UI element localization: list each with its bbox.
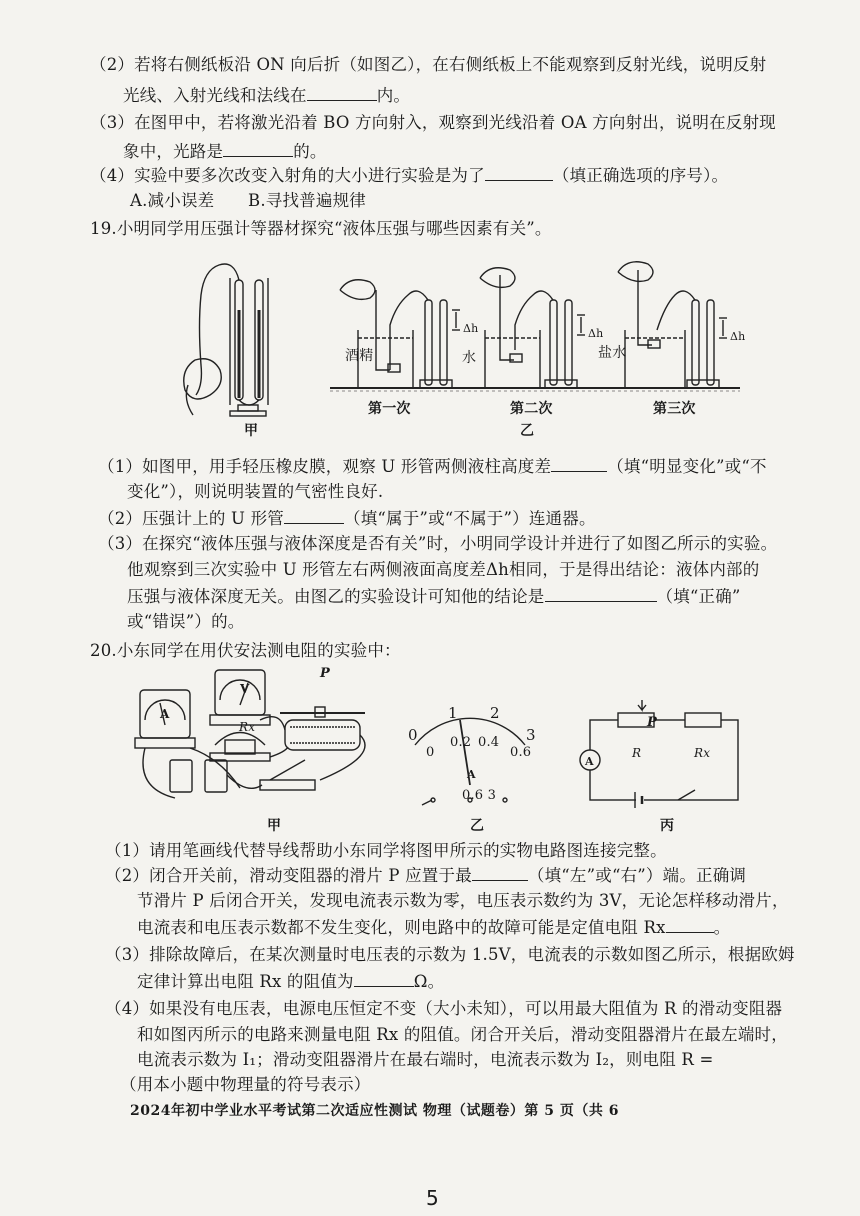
label-brine: 盐水 — [598, 345, 627, 361]
beaker-brine — [618, 262, 727, 388]
q20-part4-line1: （4）如果没有电压表，电源电压恒定不变（大小未知），可以用最大阻值为 R 的滑动变阻器 — [105, 999, 783, 1018]
dial-top-3: 3 — [526, 726, 536, 744]
page-footer: 2024年初中学业水平考试第二次适应性测试 物理（试题卷）第 5 页（共 6 — [130, 1103, 619, 1119]
q20-part3-text-a: 定律计算出电阻 Rx 的阻值为 — [137, 972, 354, 991]
label-jia: 甲 — [244, 423, 259, 439]
q18-part3-text-a: 象中，光路是 — [123, 142, 224, 161]
q20-part2-line2: 节滑片 P 后闭合开关，发现电流表示数为零，电压表示数约为 3V，无论怎样移动滑片， — [137, 891, 789, 910]
q19-part3-line3 — [127, 585, 741, 608]
answer-blank[interactable] — [666, 916, 714, 933]
q19-title: 19.小明同学用压强计等器材探究“液体压强与哪些因素有关”。 — [90, 219, 552, 238]
label-water: 水 — [462, 350, 477, 366]
q18-part2-line1: （2）若将右侧纸板沿 ON 向后折（如图乙），在右侧纸板上不能观察到反射光线，说明反射 — [90, 55, 767, 74]
q20-part3-line2 — [137, 970, 444, 993]
answer-blank[interactable] — [354, 970, 414, 987]
q19-part1-text-b: （填“明显变化”或“不 — [607, 457, 767, 476]
q19-part1-line2: 变化”），则说明装置的气密性良好. — [127, 482, 384, 501]
q19-part3-line1: （3）在探究“液体压强与液体深度是否有关”时，小明同学设计并进行了如图乙所示的实验。 — [98, 534, 778, 553]
dial-bottom-2: 0.4 — [478, 735, 500, 750]
dial-top-1: 1 — [448, 704, 458, 722]
q19-part2 — [98, 507, 596, 530]
dial-bottom-3: 0.6 — [510, 745, 532, 760]
label-Rx-bing: Rx — [694, 746, 711, 760]
label-ammeter-bing: A — [585, 755, 594, 768]
label-V: V — [240, 682, 250, 696]
q18-part3-line1: （3）在图甲中，若将激光沿着 BO 方向射入，观察到光线沿着 OA 方向射出，说明在反射现 — [90, 113, 776, 132]
q20-part2-line1 — [105, 864, 746, 887]
label-yi: 乙 — [520, 423, 535, 439]
label-Rx-jia: Rx — [239, 720, 256, 734]
q20-part3-line1: （3）排除故障后，在某次测量时电压表的示数为 1.5V，电流表的示数如图乙所示，根据欧姆 — [105, 945, 795, 964]
q18-part2-text-a: 光线、入射光线和法线在 — [123, 86, 307, 105]
answer-blank[interactable] — [307, 84, 377, 101]
q20-part2-line3 — [137, 916, 730, 939]
q18-part2-line2 — [123, 84, 410, 107]
label-R-bing: R — [632, 746, 642, 760]
schematic-bing — [580, 700, 738, 810]
answer-blank[interactable] — [485, 164, 553, 181]
answer-blank[interactable] — [284, 507, 344, 524]
page-number: 5 — [426, 1186, 439, 1210]
label-dh-1: Δh — [463, 322, 479, 335]
dial-bottom-1: 0.2 — [450, 735, 472, 750]
q20-part4-line2: 和如图丙所示的电路来测量电阻 Rx 的阻值。闭合开关后，滑动变阻器滑片在最左端时， — [137, 1025, 788, 1044]
q20-part1: （1）请用笔画线代替导线帮助小东同学将图甲所示的实物电路图连接完整。 — [105, 841, 667, 860]
q18-part3-line2 — [123, 140, 327, 163]
label-jia-20: 甲 — [267, 818, 282, 834]
q19-part1-line1 — [98, 455, 767, 478]
label-third: 第三次 — [653, 401, 696, 417]
q20-part2-text-b: （填“左”或“右”）端。正确调 — [527, 866, 747, 885]
label-A: A — [160, 707, 170, 721]
label-second: 第二次 — [510, 401, 553, 417]
q18-part3-text-b: 的。 — [293, 142, 327, 161]
answer-blank[interactable] — [223, 140, 293, 157]
dial-A-label: A — [467, 768, 476, 781]
dial-top-2: 2 — [490, 704, 500, 722]
beaker-alcohol — [340, 280, 460, 388]
dial-bottom-0: 0 — [426, 745, 435, 760]
dial-top-0: 0 — [408, 726, 418, 744]
q19-part3-text-b: （填“正确” — [656, 587, 741, 606]
label-yi-20: 乙 — [470, 818, 485, 834]
q20-part4-line4: （用本小题中物理量的符号表示） — [120, 1075, 371, 1094]
q19-part3-line4: 或“错误”）的。 — [127, 612, 245, 631]
q19-part1-text-a: （1）如图甲，用手轻压橡皮膜，观察 U 形管两侧液柱高度差 — [98, 457, 552, 476]
q19-part2-text-b: （填“属于”或“不属于”）连通器。 — [344, 509, 596, 528]
label-bing-20: 丙 — [660, 818, 675, 834]
manometer-jia — [184, 264, 268, 416]
label-P-jia: P — [320, 666, 330, 681]
label-P-bing: P — [647, 715, 657, 730]
q18-option-a: A.减小误差 — [130, 191, 215, 210]
q20-part4-line3: 电流表示数为 I₁；滑动变阻器滑片在最右端时，电流表示数为 I₂，则电阻 R = — [137, 1050, 714, 1069]
q18-part2-text-b: 内。 — [376, 86, 411, 105]
label-dh-2: Δh — [588, 327, 604, 340]
answer-blank[interactable] — [472, 864, 528, 881]
beaker-water — [480, 268, 585, 388]
q20-title: 20.小东同学在用伏安法测电阻的实验中： — [90, 641, 401, 660]
q18-part4-text-a: （4）实验中要多次改变入射角的大小进行实验是为了 — [90, 166, 485, 185]
label-dh-3: Δh — [730, 330, 746, 343]
q19-part3-text-a: 压强与液体深度无关。由图乙的实验设计可知他的结论是 — [127, 587, 545, 606]
q18-part4-line1 — [90, 164, 728, 187]
q19-part3-line2: 他观察到三次实验中 U 形管左右两侧液面高度差Δh相同，于是得出结论：液体内部的 — [127, 560, 760, 579]
label-first: 第一次 — [368, 401, 411, 417]
label-alcohol: 酒精 — [345, 348, 374, 364]
answer-blank[interactable] — [545, 585, 657, 602]
q20-part3-text-b: Ω。 — [413, 972, 445, 991]
q18-option-b: B.寻找普遍规律 — [248, 191, 366, 210]
dial-terminals: 0.6 3 — [462, 788, 497, 803]
q20-part2-text-c: 电流表和电压表示数都不发生变化，则电路中的故障可能是定值电阻 Rx — [137, 918, 666, 937]
q18-part4-text-b: （填正确选项的序号）。 — [552, 166, 729, 185]
answer-blank[interactable] — [551, 455, 607, 472]
q20-figure — [130, 665, 750, 830]
q20-part2-text-a: （2）闭合开关前，滑动变阻器的滑片 P 应置于最 — [105, 866, 472, 885]
q20-part2-text-d: 。 — [713, 918, 731, 937]
q19-part2-text-a: （2）压强计上的 U 形管 — [98, 509, 284, 528]
